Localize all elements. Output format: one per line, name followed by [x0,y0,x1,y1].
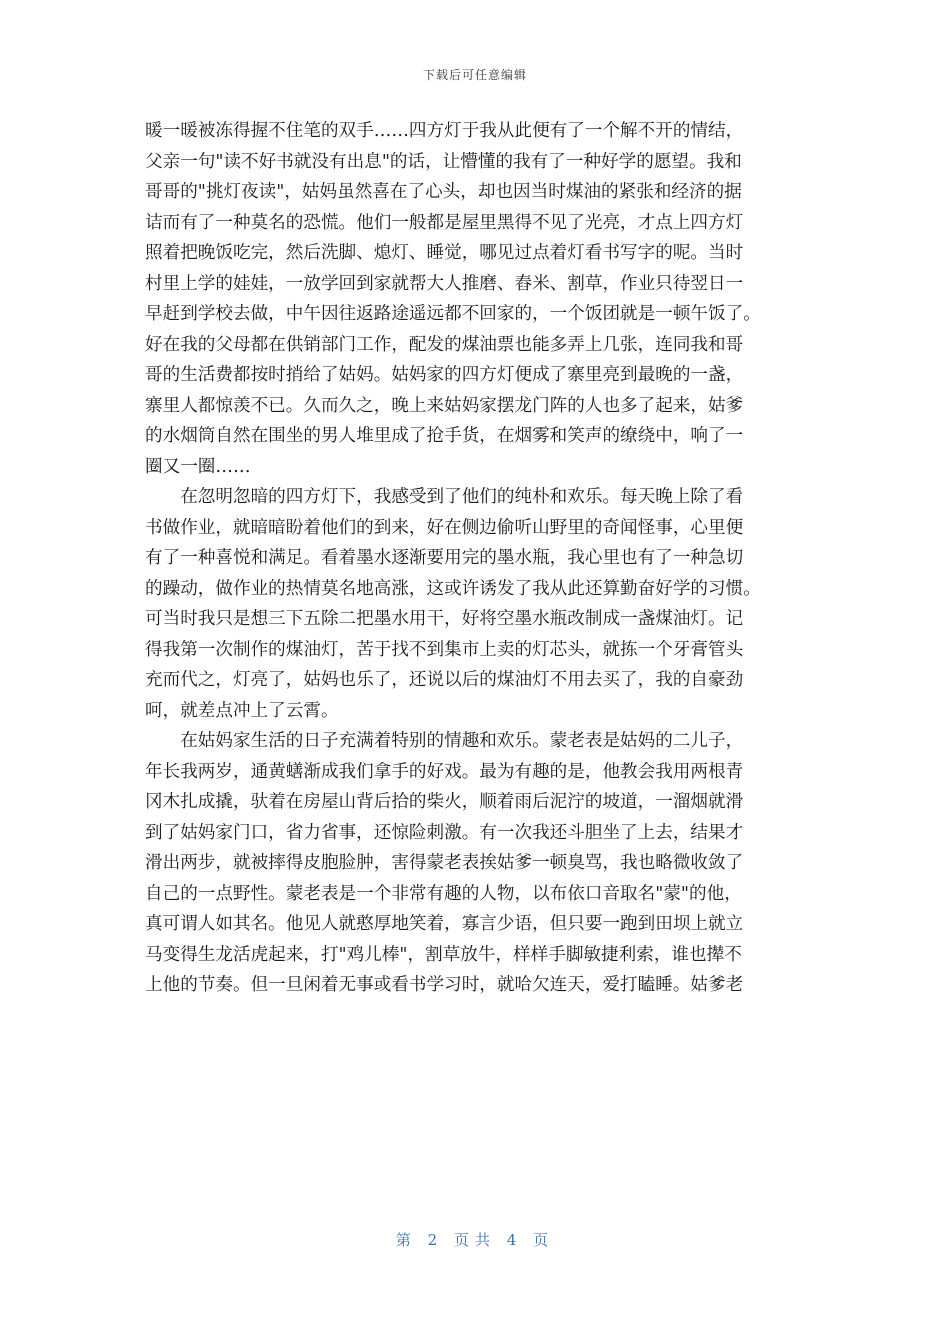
text-line: 诘而有了一种莫名的恐慌。他们一般都是屋里黑得不见了光亮，才点上四方灯 [145,212,744,233]
text-line: 呵，就差点冲上了云霄。 [145,700,339,721]
text-line: 可当时我只是想三下五除二把墨水用干，好将空墨水瓶改制成一盏煤油灯。记 [145,609,744,629]
text-line: 圈又一圈…… [145,456,251,477]
text-line: 到了姑妈家门口，省力省事，还惊险刺激。有一次我还斗胆坐了上去，结果才 [145,822,744,843]
text-line: 父亲一句"读不好书就没有出息"的话，让懵懂的我有了一种好学的愿望。我和 [145,151,742,172]
page-number: 第 2 页共 4 页 [395,1231,555,1249]
text-line: 滑出两步，就被摔得皮胞脸肿，害得蒙老表挨姑爹一顿臭骂，我也略微收敛了 [145,853,744,873]
text-line: 村里上学的娃娃，一放学回到家就帮大人推磨、舂米、割草，作业只待翌日一 [145,273,744,294]
text-line: 冈木扎成撬，驮着在房屋山背后拾的柴火，顺着雨后泥泞的坡道，一溜烟就滑 [145,792,744,812]
text-line: 在姑妈家生活的日子充满着特别的情趣和欢乐。蒙老表是姑妈的二儿子， [145,731,744,751]
text-line: 书做作业，就暗暗盼着他们的到来，好在侧边偷听山野里的奇闻怪事，心里便 [145,517,744,538]
text-line: 哥哥的"挑灯夜读"，姑妈虽然喜在了心头，却也因当时煤油的紧张和经济的据 [145,182,742,202]
text-line: 有了一种喜悦和满足。看着墨水逐渐要用完的墨水瓶，我心里也有了一种急切 [145,548,744,568]
text-line: 得我第一次制作的煤油灯，苦于找不到集市上卖的灯芯头，就拣一个牙膏管头 [145,639,744,660]
text-line: 的躁动，做作业的热情莫名地高涨，这或许诱发了我从此还算勤奋好学的习惯。 [145,578,761,599]
header-note: 下载后可任意编辑 [422,68,527,82]
text-line: 哥的生活费都按时捎给了姑妈。姑妈家的四方灯便成了寨里亮到最晚的一盏， [145,365,744,385]
text-line: 自己的一点野性。蒙老表是一个非常有趣的人物，以布依口音取名"蒙"的他， [145,883,742,904]
text-line: 马变得生龙活虎起来，打"鸡儿棒"，割草放牛，样样手脚敏捷利索，谁也撵不 [145,944,742,965]
text-line: 寨里人都惊羡不已。久而久之，晚上来姑妈家摆龙门阵的人也多了起来，姑爹 [145,395,744,416]
text-line: 年长我两岁，通黄蟮渐成我们拿手的好戏。最为有趣的是，他教会我用两根青 [145,761,744,782]
text-line: 充而代之，灯亮了，姑妈也乐了，还说以后的煤油灯不用去买了，我的自豪劲 [145,670,744,690]
text-line: 照着把晚饭吃完，然后洗脚、熄灯、睡觉，哪见过点着灯看书写字的呢。当时 [145,243,744,263]
body-text [145,116,805,1001]
text-line: 的水烟筒自然在围坐的男人堆里成了抢手货，在烟雾和笑声的缭绕中，响了一 [145,426,744,446]
text-line: 真可谓人如其名。他见人就憨厚地笑着，寡言少语，但只要一跑到田坝上就立 [145,914,744,934]
text-line: 在忽明忽暗的四方灯下，我感受到了他们的纯朴和欢乐。每天晚上除了看 [145,487,744,507]
text-line: 早赶到学校去做，中午因往返路途遥远都不回家的，一个饭团就是一顿午饭了。 [145,304,761,324]
text-line: 上他的节奏。但一旦闲着无事或看书学习时，就哈欠连天，爱打瞌睡。姑爹老 [145,975,744,995]
text-line: 好在我的父母都在供销部门工作，配发的煤油票也能多弄上几张，连同我和哥 [145,334,744,355]
text-line: 暖一暖被冻得握不住笔的双手……四方灯于我从此便有了一个解不开的情结， [145,121,744,141]
